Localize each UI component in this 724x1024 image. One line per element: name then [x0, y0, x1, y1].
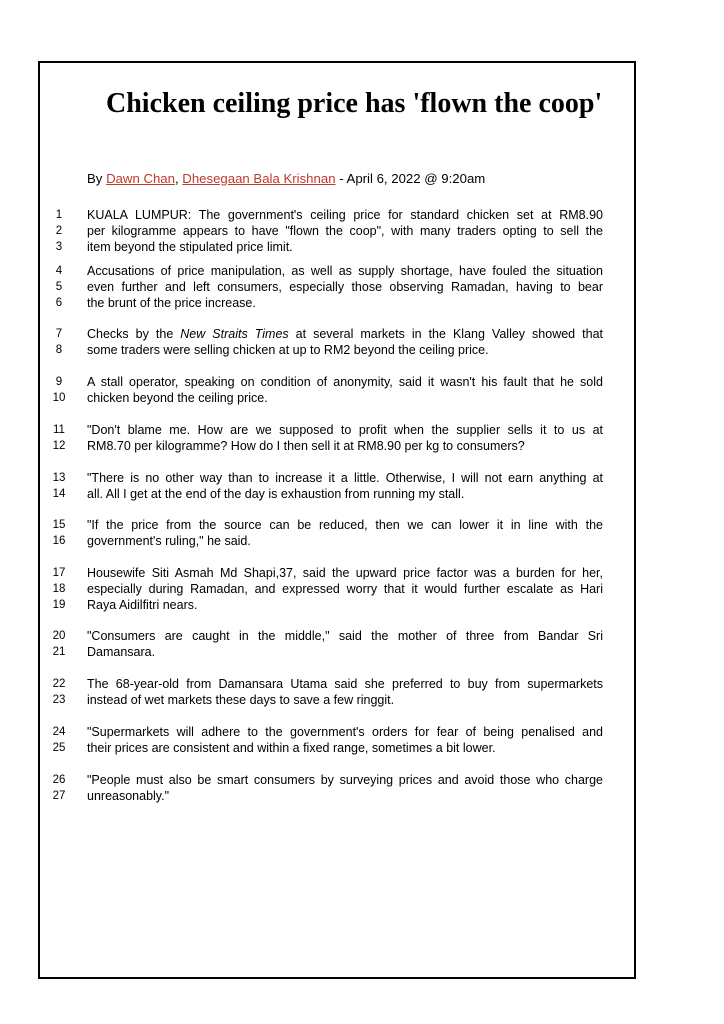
line-text: chicken beyond the ceiling price.	[87, 390, 268, 405]
byline-separator: ,	[174, 171, 183, 186]
line-text: "If the price from the source can be reduced, then we can lower it in line with the	[87, 518, 603, 532]
line-text: Damansara.	[87, 644, 156, 659]
paragraph-7	[48, 518, 604, 550]
paragraph-5	[48, 423, 604, 455]
text-line	[48, 693, 604, 709]
byline-prefix: By	[87, 171, 107, 186]
text-line	[48, 645, 604, 661]
line-text: per kilogramme appears to have "flown the coop", with many traders opting to sell the	[87, 223, 603, 238]
line-number: 16	[52, 534, 66, 547]
text-line	[48, 240, 604, 256]
paragraph-2	[48, 264, 604, 311]
line-number: 9	[55, 376, 63, 388]
line-text: some traders were selling chicken at up to RM2 beyond the ceiling price.	[87, 342, 489, 357]
line-text-post: at several markets in the Klang Valley showed that	[288, 327, 603, 341]
line-number: 7	[55, 328, 63, 340]
line-text: their prices are consistent and within a fixed range, sometimes a bit lower.	[87, 740, 496, 755]
line-number: 5	[55, 280, 63, 293]
text-line	[48, 487, 604, 503]
byline-date: - April 6, 2022 @ 9:20am	[335, 171, 486, 186]
line-text: "Supermarkets will adhere to the government's orders for fear of being penalised and	[87, 725, 603, 739]
text-line	[48, 264, 604, 280]
line-number: 15	[52, 519, 66, 531]
text-line	[48, 439, 604, 455]
line-number: 2	[55, 224, 63, 237]
paragraph-4	[48, 375, 604, 407]
text-line	[48, 518, 604, 534]
paragraph-9	[48, 629, 604, 661]
line-number: 27	[52, 789, 66, 802]
line-number: 18	[52, 582, 66, 595]
line-number: 20	[52, 630, 66, 642]
text-line	[48, 327, 604, 343]
paragraph-10	[48, 677, 604, 709]
paragraph-1	[48, 208, 604, 255]
line-text: unreasonably."	[87, 788, 170, 803]
line-text: The 68-year-old from Damansara Utama said she preferred to buy from supermarkets	[87, 677, 603, 691]
line-text: KUALA LUMPUR: The government's ceiling price for standard chicken set at RM8.90	[87, 208, 603, 222]
line-number: 3	[55, 240, 63, 253]
line-number: 23	[52, 693, 66, 706]
line-number: 22	[52, 678, 66, 690]
text-line	[48, 725, 604, 741]
line-text: item beyond the stipulated price limit.	[87, 239, 293, 254]
article-title: Chicken ceiling price has 'flown the coop'	[106, 88, 603, 119]
line-text: "Consumers are caught in the middle," said the mother of three from Bandar Sri	[87, 629, 603, 643]
line-number: 4	[55, 265, 63, 277]
line-number: 17	[52, 567, 66, 579]
paragraph-8	[48, 566, 604, 613]
text-line	[48, 773, 604, 789]
text-line	[48, 471, 604, 487]
text-line	[48, 566, 604, 582]
line-number: 26	[52, 774, 66, 786]
text-line	[48, 296, 604, 312]
text-line	[48, 423, 604, 439]
line-text: even further and left consumers, especially those observing Ramadan, having to bear	[87, 279, 603, 294]
line-text: Housewife Siti Asmah Md Shapi,37, said the upward price factor was a burden for her,	[87, 566, 603, 580]
line-number: 10	[52, 391, 66, 404]
text-line	[48, 598, 604, 614]
line-text: RM8.70 per kilogramme? How do I then sell it at RM8.90 per kg to consumers?	[87, 438, 525, 453]
line-number: 6	[55, 296, 63, 309]
text-line	[48, 280, 604, 296]
paragraph-11	[48, 725, 604, 757]
text-line	[48, 224, 604, 240]
line-number: 14	[52, 487, 66, 500]
text-line	[48, 343, 604, 359]
text-line	[48, 391, 604, 407]
line-text-pre: Checks by the	[87, 327, 181, 341]
text-line	[48, 677, 604, 693]
text-line	[48, 534, 604, 550]
line-number: 12	[52, 439, 66, 452]
line-number: 1	[55, 209, 63, 221]
line-number: 25	[52, 741, 66, 754]
line-text: "Don't blame me. How are we supposed to profit when the supplier sells it to us at	[87, 423, 603, 437]
author-link-dawn-chan[interactable]: Dawn Chan	[106, 171, 175, 186]
text-line	[48, 741, 604, 757]
line-text: Accusations of price manipulation, as well as supply shortage, have fouled the situation	[87, 264, 603, 278]
text-line	[48, 375, 604, 391]
line-text: "There is no other way than to increase it a little. Otherwise, I will not earn anything at	[87, 471, 603, 485]
line-text: Raya Aidilfitri nears.	[87, 597, 198, 612]
line-number: 21	[52, 645, 66, 658]
line-text: A stall operator, speaking on condition of anonymity, said it wasn't his fault that he sold	[87, 375, 603, 389]
paragraph-12	[48, 773, 604, 805]
line-text: "People must also be smart consumers by surveying prices and avoid those who charge	[87, 773, 603, 787]
byline	[87, 171, 485, 186]
line-number: 11	[53, 424, 65, 436]
line-text: especially during Ramadan, and expressed worry that it would further escalate as Hari	[87, 581, 603, 596]
paragraph-3	[48, 327, 604, 359]
line-number: 24	[52, 726, 66, 738]
text-line	[48, 789, 604, 805]
line-text	[87, 327, 603, 343]
line-text: government's ruling," he said.	[87, 533, 251, 548]
text-line	[48, 582, 604, 598]
line-number: 8	[55, 343, 63, 356]
line-number: 13	[52, 472, 66, 484]
line-text: instead of wet markets these days to save a few ringgit.	[87, 692, 395, 707]
author-link-dhesegaan[interactable]: Dhesegaan Bala Krishnan	[182, 171, 336, 186]
publication-name: New Straits Times	[180, 327, 289, 341]
text-line	[48, 208, 604, 224]
line-number: 19	[52, 598, 66, 611]
paragraph-6	[48, 471, 604, 503]
text-line	[48, 629, 604, 645]
line-text: the brunt of the price increase.	[87, 295, 256, 310]
line-text: all. All I get at the end of the day is exhaustion from running my stall.	[87, 486, 465, 501]
